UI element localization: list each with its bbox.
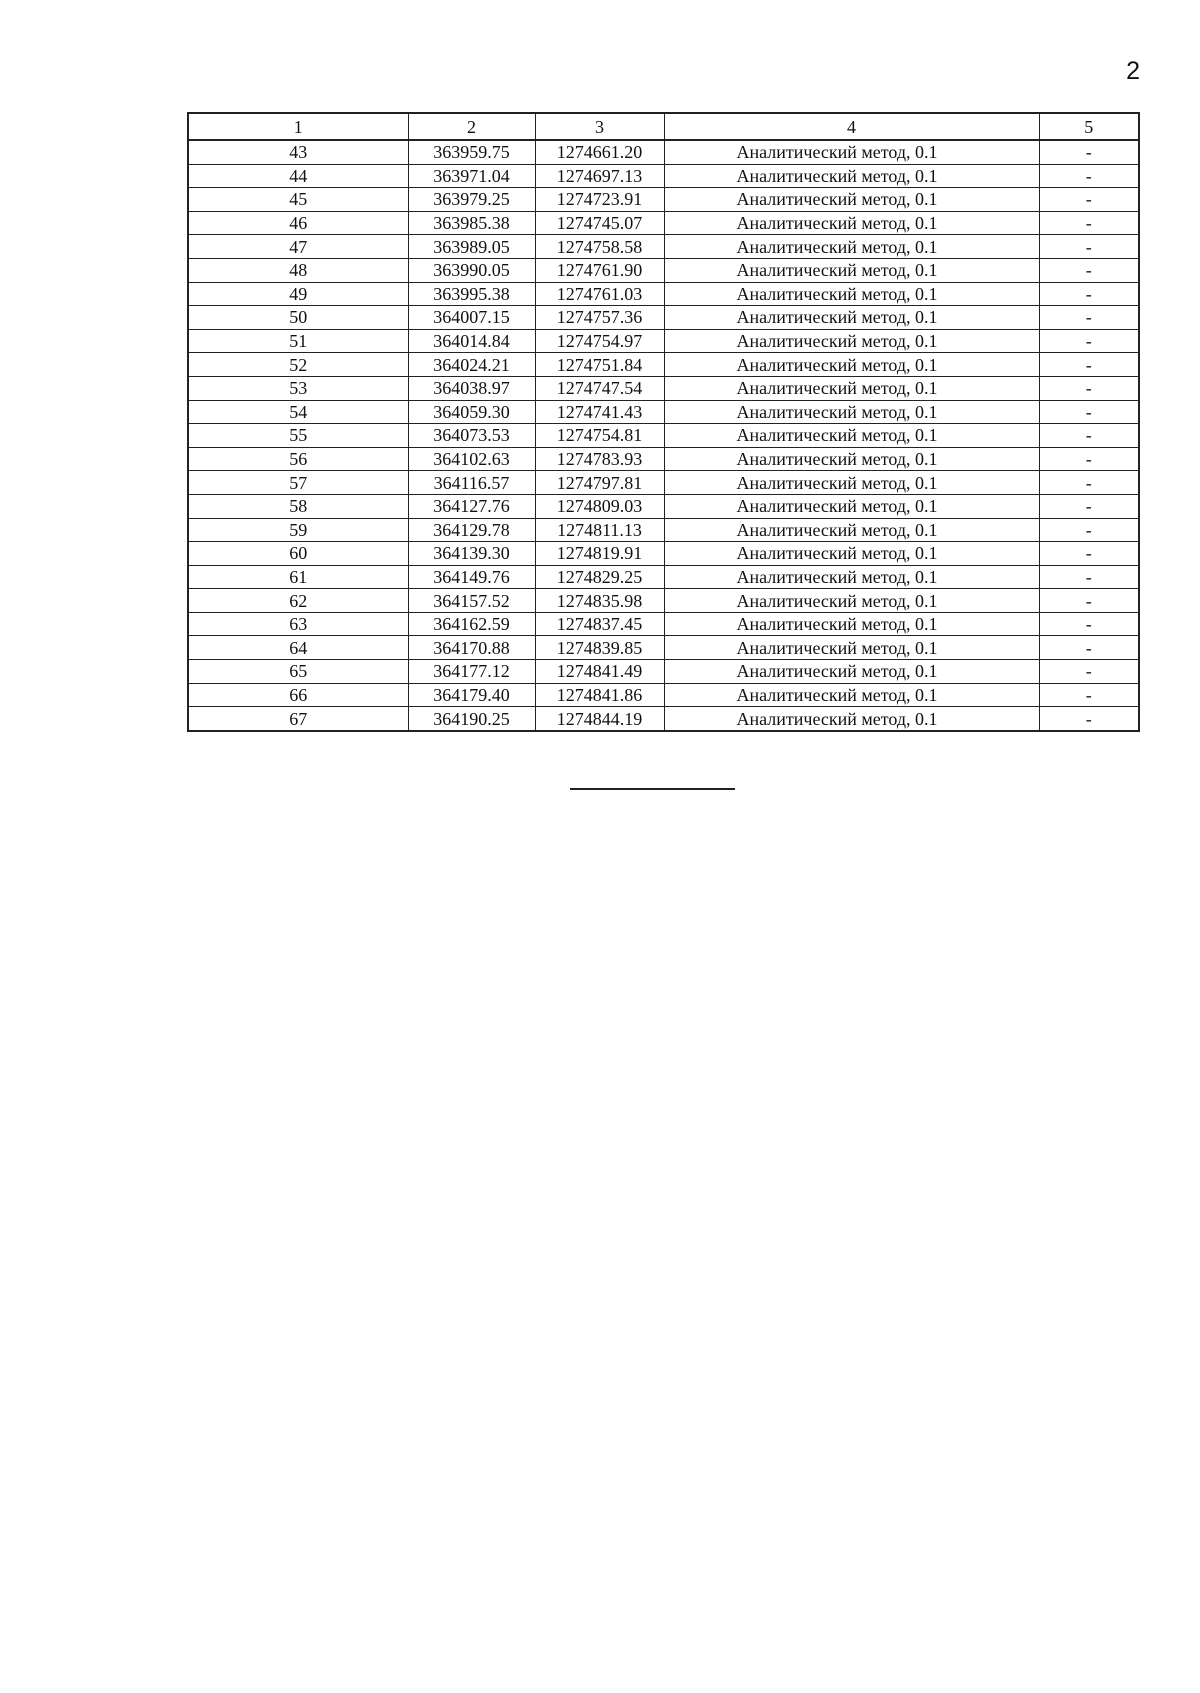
y-coordinate-cell: 1274758.58	[535, 235, 664, 259]
table-row	[188, 140, 1139, 164]
y-coordinate-cell: 1274754.81	[535, 424, 664, 448]
table-row	[188, 707, 1139, 731]
note-cell: -	[1039, 353, 1139, 377]
y-coordinate-cell: 1274837.45	[535, 612, 664, 636]
point-number-cell: 58	[188, 494, 408, 518]
point-number-cell: 55	[188, 424, 408, 448]
method-cell: Аналитический метод, 0.1	[664, 707, 1039, 731]
y-coordinate-cell: 1274661.20	[535, 140, 664, 164]
table-row	[188, 164, 1139, 188]
y-coordinate-cell: 1274751.84	[535, 353, 664, 377]
table-row	[188, 447, 1139, 471]
x-coordinate-cell: 364162.59	[408, 612, 535, 636]
x-coordinate-cell: 364024.21	[408, 353, 535, 377]
method-cell: Аналитический метод, 0.1	[664, 424, 1039, 448]
point-number-cell: 46	[188, 211, 408, 235]
table-row	[188, 683, 1139, 707]
page-number: 2	[1126, 57, 1140, 85]
point-number-cell: 67	[188, 707, 408, 731]
table-row	[188, 565, 1139, 589]
note-cell: -	[1039, 188, 1139, 212]
note-cell: -	[1039, 589, 1139, 613]
method-cell: Аналитический метод, 0.1	[664, 329, 1039, 353]
point-number-cell: 62	[188, 589, 408, 613]
end-rule-divider	[570, 788, 735, 790]
note-cell: -	[1039, 565, 1139, 589]
x-coordinate-cell: 364177.12	[408, 660, 535, 684]
point-number-cell: 59	[188, 518, 408, 542]
note-cell: -	[1039, 612, 1139, 636]
point-number-cell: 65	[188, 660, 408, 684]
y-coordinate-cell: 1274741.43	[535, 400, 664, 424]
method-cell: Аналитический метод, 0.1	[664, 660, 1039, 684]
note-cell: -	[1039, 424, 1139, 448]
note-cell: -	[1039, 542, 1139, 566]
table-body	[188, 140, 1139, 731]
y-coordinate-cell: 1274757.36	[535, 306, 664, 330]
table-row	[188, 258, 1139, 282]
point-number-cell: 44	[188, 164, 408, 188]
x-coordinate-cell: 363979.25	[408, 188, 535, 212]
y-coordinate-cell: 1274839.85	[535, 636, 664, 660]
method-cell: Аналитический метод, 0.1	[664, 565, 1039, 589]
column-header-1: 1	[188, 113, 408, 140]
note-cell: -	[1039, 683, 1139, 707]
table-row	[188, 376, 1139, 400]
x-coordinate-cell: 363959.75	[408, 140, 535, 164]
y-coordinate-cell: 1274761.90	[535, 258, 664, 282]
x-coordinate-cell: 364073.53	[408, 424, 535, 448]
x-coordinate-cell: 363985.38	[408, 211, 535, 235]
y-coordinate-cell: 1274783.93	[535, 447, 664, 471]
table-row	[188, 636, 1139, 660]
note-cell: -	[1039, 400, 1139, 424]
x-coordinate-cell: 363971.04	[408, 164, 535, 188]
note-cell: -	[1039, 660, 1139, 684]
point-number-cell: 54	[188, 400, 408, 424]
y-coordinate-cell: 1274844.19	[535, 707, 664, 731]
method-cell: Аналитический метод, 0.1	[664, 282, 1039, 306]
method-cell: Аналитический метод, 0.1	[664, 589, 1039, 613]
note-cell: -	[1039, 471, 1139, 495]
method-cell: Аналитический метод, 0.1	[664, 471, 1039, 495]
point-number-cell: 52	[188, 353, 408, 377]
x-coordinate-cell: 363995.38	[408, 282, 535, 306]
x-coordinate-cell: 364170.88	[408, 636, 535, 660]
note-cell: -	[1039, 258, 1139, 282]
point-number-cell: 57	[188, 471, 408, 495]
method-cell: Аналитический метод, 0.1	[664, 211, 1039, 235]
note-cell: -	[1039, 140, 1139, 164]
table-row	[188, 188, 1139, 212]
note-cell: -	[1039, 494, 1139, 518]
method-cell: Аналитический метод, 0.1	[664, 400, 1039, 424]
table-row	[188, 306, 1139, 330]
table-row	[188, 612, 1139, 636]
method-cell: Аналитический метод, 0.1	[664, 683, 1039, 707]
table-row	[188, 471, 1139, 495]
method-cell: Аналитический метод, 0.1	[664, 188, 1039, 212]
method-cell: Аналитический метод, 0.1	[664, 353, 1039, 377]
point-number-cell: 47	[188, 235, 408, 259]
table-row	[188, 235, 1139, 259]
y-coordinate-cell: 1274811.13	[535, 518, 664, 542]
point-number-cell: 43	[188, 140, 408, 164]
method-cell: Аналитический метод, 0.1	[664, 447, 1039, 471]
method-cell: Аналитический метод, 0.1	[664, 636, 1039, 660]
x-coordinate-cell: 364139.30	[408, 542, 535, 566]
column-header-3: 3	[535, 113, 664, 140]
method-cell: Аналитический метод, 0.1	[664, 258, 1039, 282]
y-coordinate-cell: 1274761.03	[535, 282, 664, 306]
method-cell: Аналитический метод, 0.1	[664, 376, 1039, 400]
note-cell: -	[1039, 329, 1139, 353]
method-cell: Аналитический метод, 0.1	[664, 140, 1039, 164]
point-number-cell: 61	[188, 565, 408, 589]
x-coordinate-cell: 364102.63	[408, 447, 535, 471]
method-cell: Аналитический метод, 0.1	[664, 306, 1039, 330]
method-cell: Аналитический метод, 0.1	[664, 612, 1039, 636]
point-number-cell: 60	[188, 542, 408, 566]
table-row	[188, 353, 1139, 377]
y-coordinate-cell: 1274745.07	[535, 211, 664, 235]
y-coordinate-cell: 1274819.91	[535, 542, 664, 566]
column-header-2: 2	[408, 113, 535, 140]
note-cell: -	[1039, 518, 1139, 542]
note-cell: -	[1039, 282, 1139, 306]
x-coordinate-cell: 364116.57	[408, 471, 535, 495]
point-number-cell: 50	[188, 306, 408, 330]
x-coordinate-cell: 364149.76	[408, 565, 535, 589]
point-number-cell: 56	[188, 447, 408, 471]
y-coordinate-cell: 1274747.54	[535, 376, 664, 400]
point-number-cell: 66	[188, 683, 408, 707]
x-coordinate-cell: 364129.78	[408, 518, 535, 542]
method-cell: Аналитический метод, 0.1	[664, 518, 1039, 542]
table-row	[188, 660, 1139, 684]
y-coordinate-cell: 1274754.97	[535, 329, 664, 353]
table-header-row	[188, 113, 1139, 140]
method-cell: Аналитический метод, 0.1	[664, 542, 1039, 566]
y-coordinate-cell: 1274809.03	[535, 494, 664, 518]
note-cell: -	[1039, 447, 1139, 471]
x-coordinate-cell: 364059.30	[408, 400, 535, 424]
x-coordinate-cell: 364014.84	[408, 329, 535, 353]
x-coordinate-cell: 364127.76	[408, 494, 535, 518]
column-header-5: 5	[1039, 113, 1139, 140]
x-coordinate-cell: 364190.25	[408, 707, 535, 731]
table-row	[188, 424, 1139, 448]
note-cell: -	[1039, 376, 1139, 400]
y-coordinate-cell: 1274829.25	[535, 565, 664, 589]
point-number-cell: 51	[188, 329, 408, 353]
table-row	[188, 282, 1139, 306]
note-cell: -	[1039, 235, 1139, 259]
table-row	[188, 518, 1139, 542]
note-cell: -	[1039, 211, 1139, 235]
column-header-4: 4	[664, 113, 1039, 140]
point-number-cell: 64	[188, 636, 408, 660]
y-coordinate-cell: 1274841.49	[535, 660, 664, 684]
x-coordinate-cell: 364157.52	[408, 589, 535, 613]
point-number-cell: 49	[188, 282, 408, 306]
y-coordinate-cell: 1274797.81	[535, 471, 664, 495]
y-coordinate-cell: 1274835.98	[535, 589, 664, 613]
coordinates-table	[187, 112, 1140, 732]
y-coordinate-cell: 1274697.13	[535, 164, 664, 188]
x-coordinate-cell: 364038.97	[408, 376, 535, 400]
note-cell: -	[1039, 636, 1139, 660]
method-cell: Аналитический метод, 0.1	[664, 164, 1039, 188]
x-coordinate-cell: 364007.15	[408, 306, 535, 330]
table-row	[188, 589, 1139, 613]
table-row	[188, 329, 1139, 353]
x-coordinate-cell: 364179.40	[408, 683, 535, 707]
x-coordinate-cell: 363989.05	[408, 235, 535, 259]
method-cell: Аналитический метод, 0.1	[664, 494, 1039, 518]
point-number-cell: 63	[188, 612, 408, 636]
point-number-cell: 48	[188, 258, 408, 282]
point-number-cell: 53	[188, 376, 408, 400]
note-cell: -	[1039, 306, 1139, 330]
y-coordinate-cell: 1274841.86	[535, 683, 664, 707]
note-cell: -	[1039, 164, 1139, 188]
table-row	[188, 211, 1139, 235]
table-row	[188, 494, 1139, 518]
table-row	[188, 542, 1139, 566]
y-coordinate-cell: 1274723.91	[535, 188, 664, 212]
method-cell: Аналитический метод, 0.1	[664, 235, 1039, 259]
table-row	[188, 400, 1139, 424]
x-coordinate-cell: 363990.05	[408, 258, 535, 282]
note-cell: -	[1039, 707, 1139, 731]
point-number-cell: 45	[188, 188, 408, 212]
